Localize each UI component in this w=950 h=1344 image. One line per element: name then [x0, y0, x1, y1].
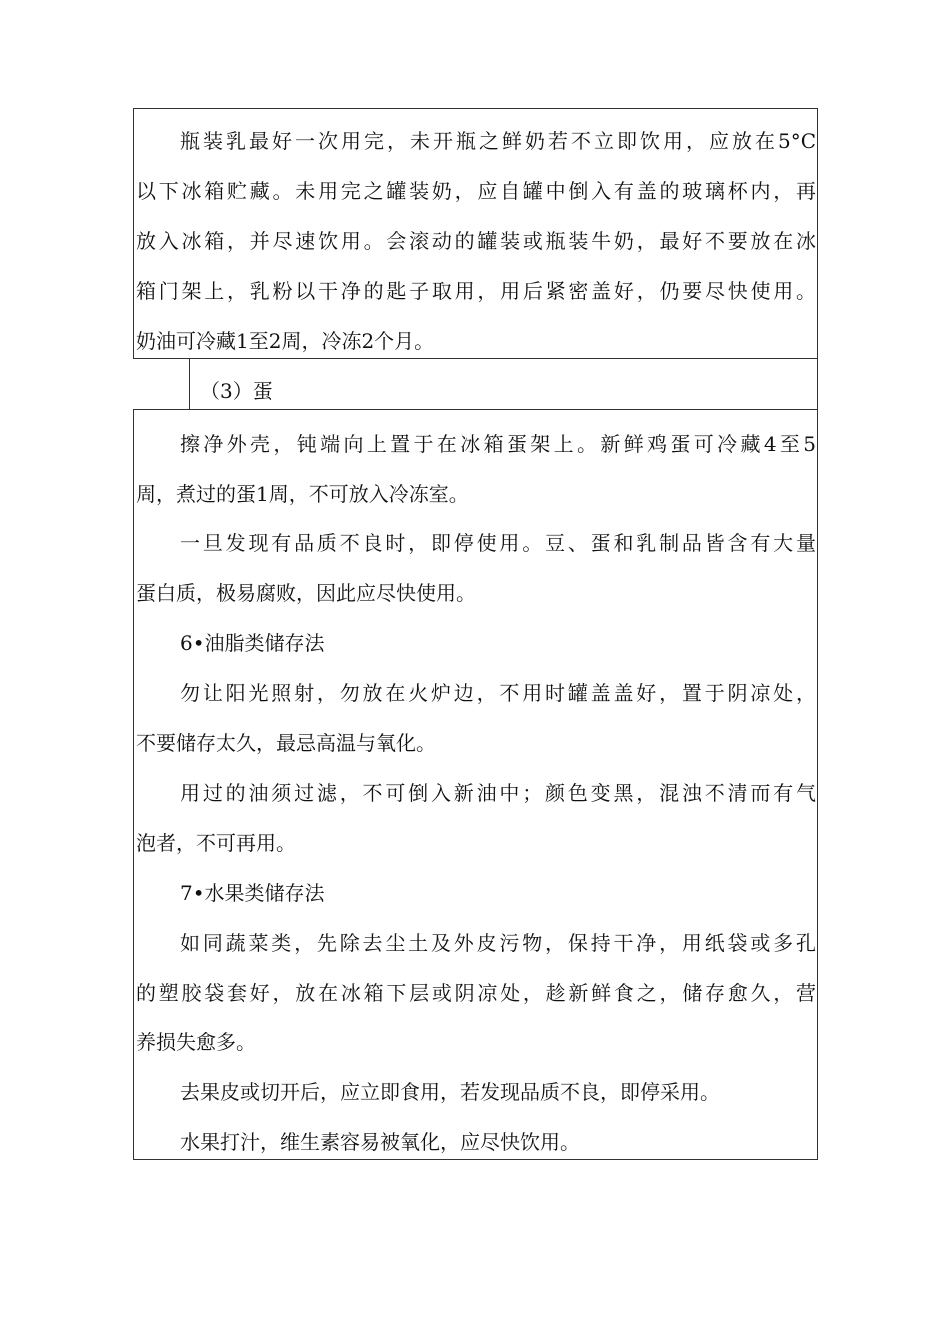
dairy-text-line: 箱门架上，乳粉以干净的匙子取用，用后紧密盖好，仍要尽快使用。 [136, 279, 816, 303]
fruit-text-line: 去果皮或切开后，应立即食用，若发现品质不良，即停采用。 [180, 1080, 720, 1104]
fruit-text-line: 养损失愈多。 [136, 1030, 256, 1054]
oil-text-line: 勿让阳光照射，勿放在火炉边，不用时罐盖盖好，置于阴凉处， [180, 681, 816, 705]
fruit-text-line: 水果打汁，维生素容易被氧化，应尽快饮用。 [180, 1130, 580, 1154]
egg-heading: （3）蛋 [200, 379, 273, 403]
oil-section-heading: 6•油脂类储存法 [180, 631, 325, 655]
egg-text-line: 一旦发现有品质不良时，即停使用。豆、蛋和乳制品皆含有大量 [180, 531, 816, 555]
dairy-text-line: 奶油可冷藏1至2周，冷冻2个月。 [136, 329, 435, 353]
fruit-text-line: 如同蔬菜类，先除去尘土及外皮污物，保持干净，用纸袋或多孔 [180, 931, 816, 955]
dairy-text-line: 以下冰箱贮藏。未用完之罐装奶，应自罐中倒入有盖的玻璃杯内，再 [136, 179, 816, 203]
oil-text-line: 泡者，不可再用。 [136, 831, 296, 855]
fruit-section-heading: 7•水果类储存法 [180, 881, 325, 905]
oil-text-line: 用过的油须过滤，不可倒入新油中；颜色变黑，混浊不清而有气 [180, 781, 816, 805]
dairy-text-line: 放入冰箱，并尽速饮用。会滚动的罐装或瓶装牛奶，最好不要放在冰 [136, 229, 816, 253]
egg-text-line: 周，煮过的蛋1周，不可放入冷冻室。 [136, 482, 469, 506]
dairy-text-line: 瓶装乳最好一次用完，未开瓶之鲜奶若不立即饮用，应放在5°C [180, 129, 816, 153]
egg-text-line: 蛋白质，极易腐败，因此应尽快使用。 [136, 581, 476, 605]
table-cell-egg-heading [189, 358, 818, 410]
fruit-text-line: 的塑胶袋套好，放在冰箱下层或阴凉处，趁新鲜食之，储存愈久，营 [136, 981, 816, 1005]
egg-text-line: 擦净外壳，钝端向上置于在冰箱蛋架上。新鲜鸡蛋可冷藏4至5 [180, 432, 816, 456]
oil-text-line: 不要储存太久，最忌高温与氧化。 [136, 731, 436, 755]
